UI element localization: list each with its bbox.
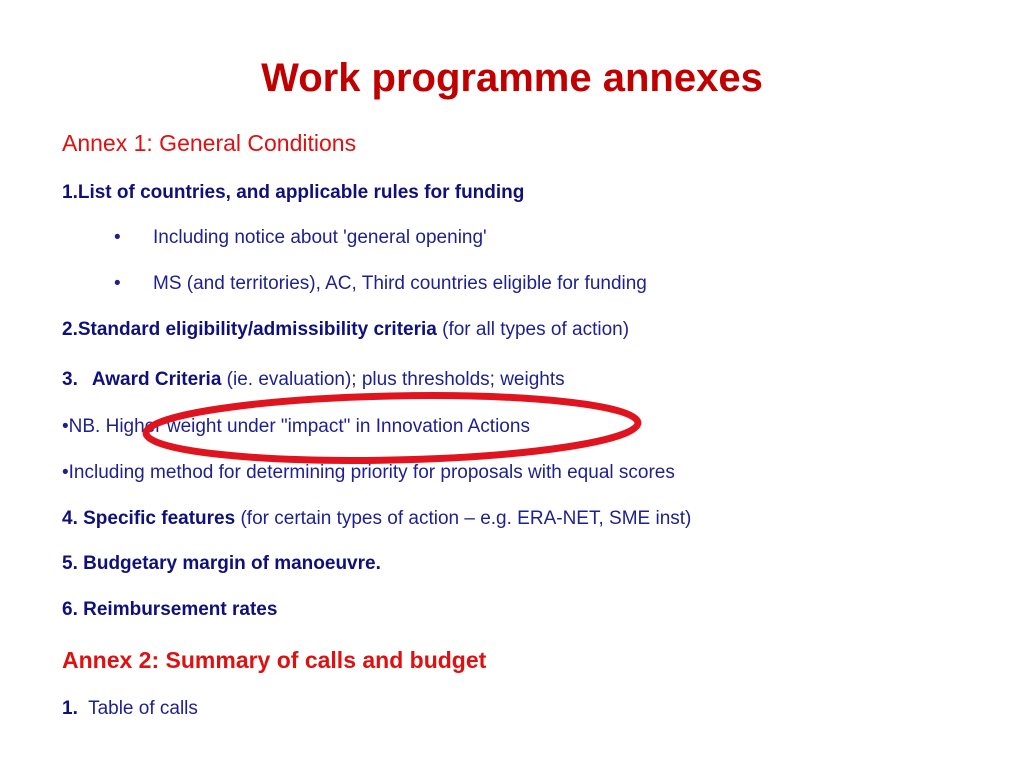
annex2-heading: Annex 2: Summary of calls and budget [62,647,487,673]
annex1-item5: 5. Budgetary margin of manoeuvre. [62,553,381,574]
annex1-item1-bullet-2: MS (and territories), AC, Third countries eligible for funding [153,273,647,294]
annex1-item4 [62,507,691,531]
annex2-item1-text: Table of calls [77,698,198,719]
annex2-item1-number: 1. [62,698,78,719]
annex1-item1: 1.List of countries, and applicable rules for funding [62,182,525,203]
annex1-heading: Annex 1: General Conditions [62,130,357,156]
bullet-dot: • [114,227,121,248]
annex1-item4-label: 4. Specific features [62,508,236,529]
annex1-item3-number: 3. [62,369,78,390]
annex2-item1 [62,697,198,721]
bullet-dot: • [114,273,121,294]
annex1-item4-detail: (for certain types of action – e.g. ERA-NET, SME inst) [235,508,692,529]
slide-title: Work programme annexes [261,56,763,100]
annex1-item6: 6. Reimbursement rates [62,599,278,620]
annex1-item3 [62,368,565,392]
annex1-item2 [62,318,629,342]
annex1-nb-line: •NB. Higher weight under "impact" in Innovation Actions [62,416,530,437]
annex1-item2-detail: (for all types of action) [436,319,630,340]
annex1-item3-label: Award Criteria [91,369,222,390]
annex1-method-line: •Including method for determining priority for proposals with equal scores [62,462,675,483]
annex1-item3-detail: (ie. evaluation); plus thresholds; weights [221,369,565,390]
annex1-item1-bullet-1: Including notice about 'general opening' [153,227,487,248]
annex1-item2-label: 2.Standard eligibility/admissibility criteria [62,319,437,340]
